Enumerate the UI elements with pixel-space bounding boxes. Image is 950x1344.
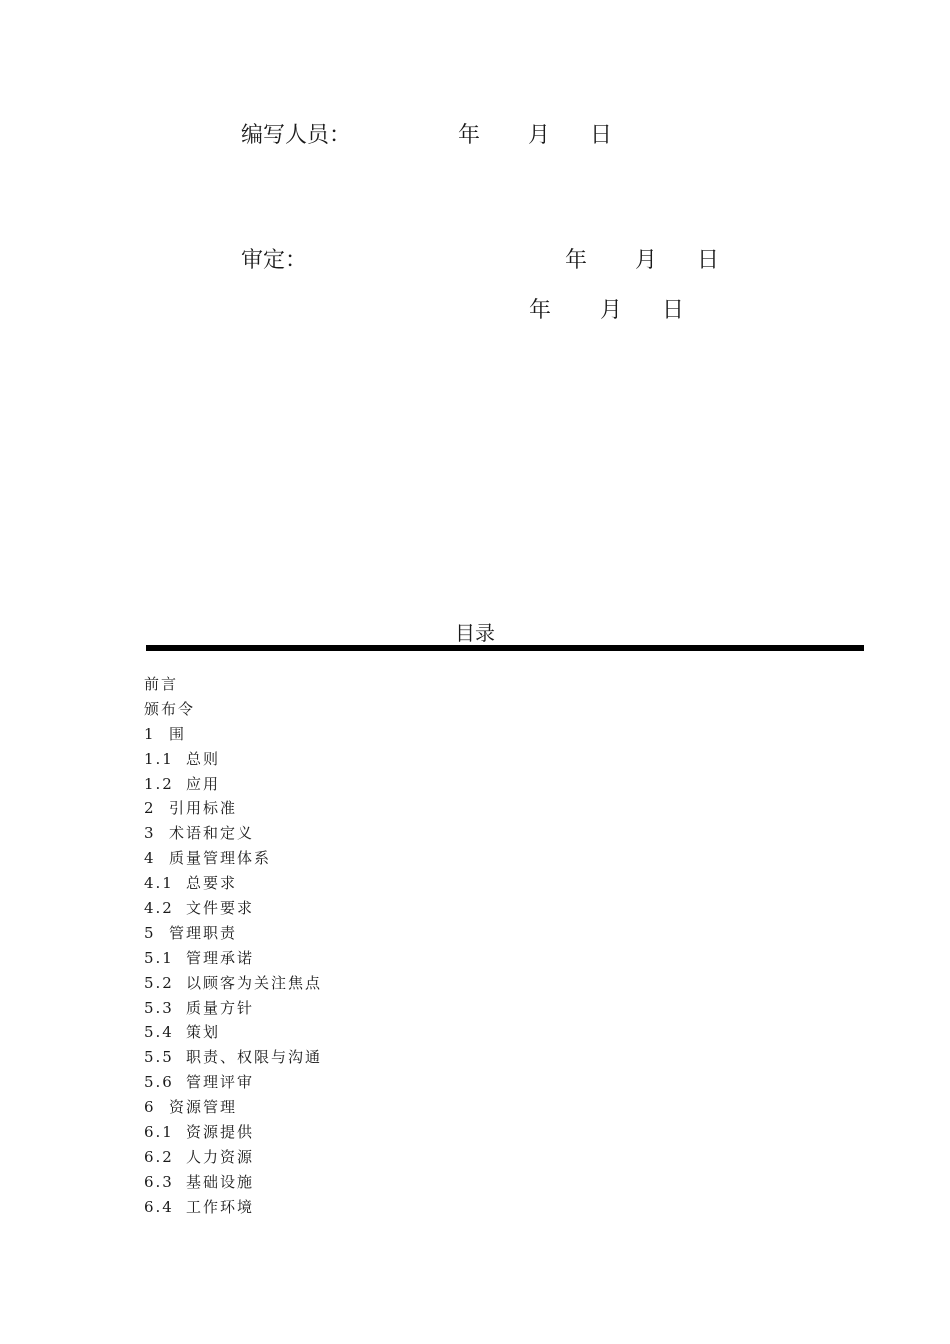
- toc-entry-label: 管理承诺: [186, 948, 255, 967]
- toc-entry[interactable]: [144, 1070, 322, 1095]
- toc-entry-number: 4: [144, 849, 156, 868]
- toc-entry[interactable]: [144, 1120, 322, 1145]
- toc-entry[interactable]: [144, 1020, 322, 1045]
- toc-entry-label: 颁布令: [144, 699, 196, 718]
- toc-entry[interactable]: [144, 871, 322, 896]
- toc-entry[interactable]: [144, 722, 322, 747]
- toc-entry-number: 3: [144, 824, 156, 843]
- toc-entry[interactable]: [144, 896, 322, 921]
- approval-month: 月: [635, 248, 658, 273]
- toc-entry[interactable]: [144, 846, 322, 871]
- toc-entry-number: 5.5: [144, 1048, 174, 1067]
- toc-entry[interactable]: [144, 697, 322, 722]
- toc-entry-number: 4.2: [144, 899, 174, 918]
- toc-entry[interactable]: [144, 772, 322, 797]
- writer-label: 编写人员：: [241, 123, 352, 148]
- toc-entry-number: 5.1: [144, 948, 174, 967]
- approval-day: 日: [697, 248, 720, 273]
- toc-entry-number: 6.2: [144, 1147, 174, 1166]
- toc-divider: [146, 645, 864, 651]
- toc-entry[interactable]: [144, 1145, 322, 1170]
- toc-entry-label: 以顾客为关注焦点: [186, 973, 323, 992]
- toc-entry[interactable]: [144, 1170, 322, 1195]
- toc-entry-label: 职责、权限与沟通: [186, 1048, 323, 1067]
- toc-entry-label: 术语和定义: [169, 824, 255, 843]
- toc-entry-label: 总要求: [186, 874, 238, 893]
- toc-entry-number: 5.2: [144, 973, 174, 992]
- toc-entry-number: 1.1: [144, 749, 174, 768]
- writer-day: 日: [590, 123, 613, 148]
- toc-entry[interactable]: [144, 747, 322, 772]
- toc-list: [144, 672, 322, 1220]
- toc-entry[interactable]: [144, 946, 322, 971]
- toc-entry-label: 工作环境: [186, 1197, 255, 1216]
- toc-entry-label: 质量方针: [186, 998, 255, 1017]
- toc-entry-label: 应用: [186, 774, 221, 793]
- toc-entry-number: 1.2: [144, 774, 174, 793]
- toc-entry-label: 人力资源: [186, 1147, 255, 1166]
- approval-year: 年: [565, 248, 588, 273]
- toc-entry-label: 管理职责: [169, 923, 238, 942]
- extra-date-line: [0, 297, 950, 325]
- toc-entry[interactable]: [144, 1195, 322, 1220]
- toc-entry-label: 策划: [186, 1023, 221, 1042]
- approval-label: 审定：: [241, 248, 308, 273]
- writer-signoff: [0, 122, 950, 150]
- toc-entry-label: 资源管理: [169, 1098, 238, 1117]
- toc-entry-label: 资源提供: [186, 1123, 255, 1142]
- extra-month: 月: [600, 298, 623, 323]
- toc-entry-number: 2: [144, 799, 156, 818]
- toc-entry[interactable]: [144, 1095, 322, 1120]
- toc-entry-number: 1: [144, 724, 156, 743]
- toc-entry-number: 6.1: [144, 1123, 174, 1142]
- toc-entry[interactable]: [144, 971, 322, 996]
- writer-month: 月: [528, 123, 551, 148]
- toc-entry-label: 质量管理体系: [169, 849, 272, 868]
- toc-entry-number: 4.1: [144, 874, 174, 893]
- approval-signoff: [0, 247, 950, 275]
- extra-day: 日: [662, 298, 685, 323]
- toc-entry-number: 6: [144, 1098, 156, 1117]
- toc-entry-label: 前言: [144, 675, 179, 693]
- toc-entry-label: 总则: [186, 749, 221, 768]
- toc-entry-number: 5.4: [144, 1023, 174, 1042]
- toc-entry-label: 文件要求: [186, 899, 255, 918]
- toc-entry-label: 围: [169, 724, 187, 743]
- toc-entry-number: 6.3: [144, 1172, 174, 1191]
- toc-entry-label: 引用标准: [169, 799, 238, 818]
- toc-entry[interactable]: [144, 796, 322, 821]
- toc-entry[interactable]: [144, 921, 322, 946]
- toc-entry-number: 5.3: [144, 998, 174, 1017]
- toc-entry[interactable]: [144, 821, 322, 846]
- writer-year: 年: [458, 123, 481, 148]
- toc-entry-label: 管理评审: [186, 1073, 255, 1092]
- toc-entry[interactable]: [144, 996, 322, 1021]
- toc-entry-number: 6.4: [144, 1197, 174, 1216]
- toc-entry-number: 5.6: [144, 1073, 174, 1092]
- toc-title: 目录: [455, 621, 495, 645]
- extra-year: 年: [529, 298, 552, 323]
- toc-entry[interactable]: [144, 672, 322, 697]
- toc-entry-label: 基础设施: [186, 1172, 255, 1191]
- toc-entry-number: 5: [144, 923, 156, 942]
- toc-entry[interactable]: [144, 1045, 322, 1070]
